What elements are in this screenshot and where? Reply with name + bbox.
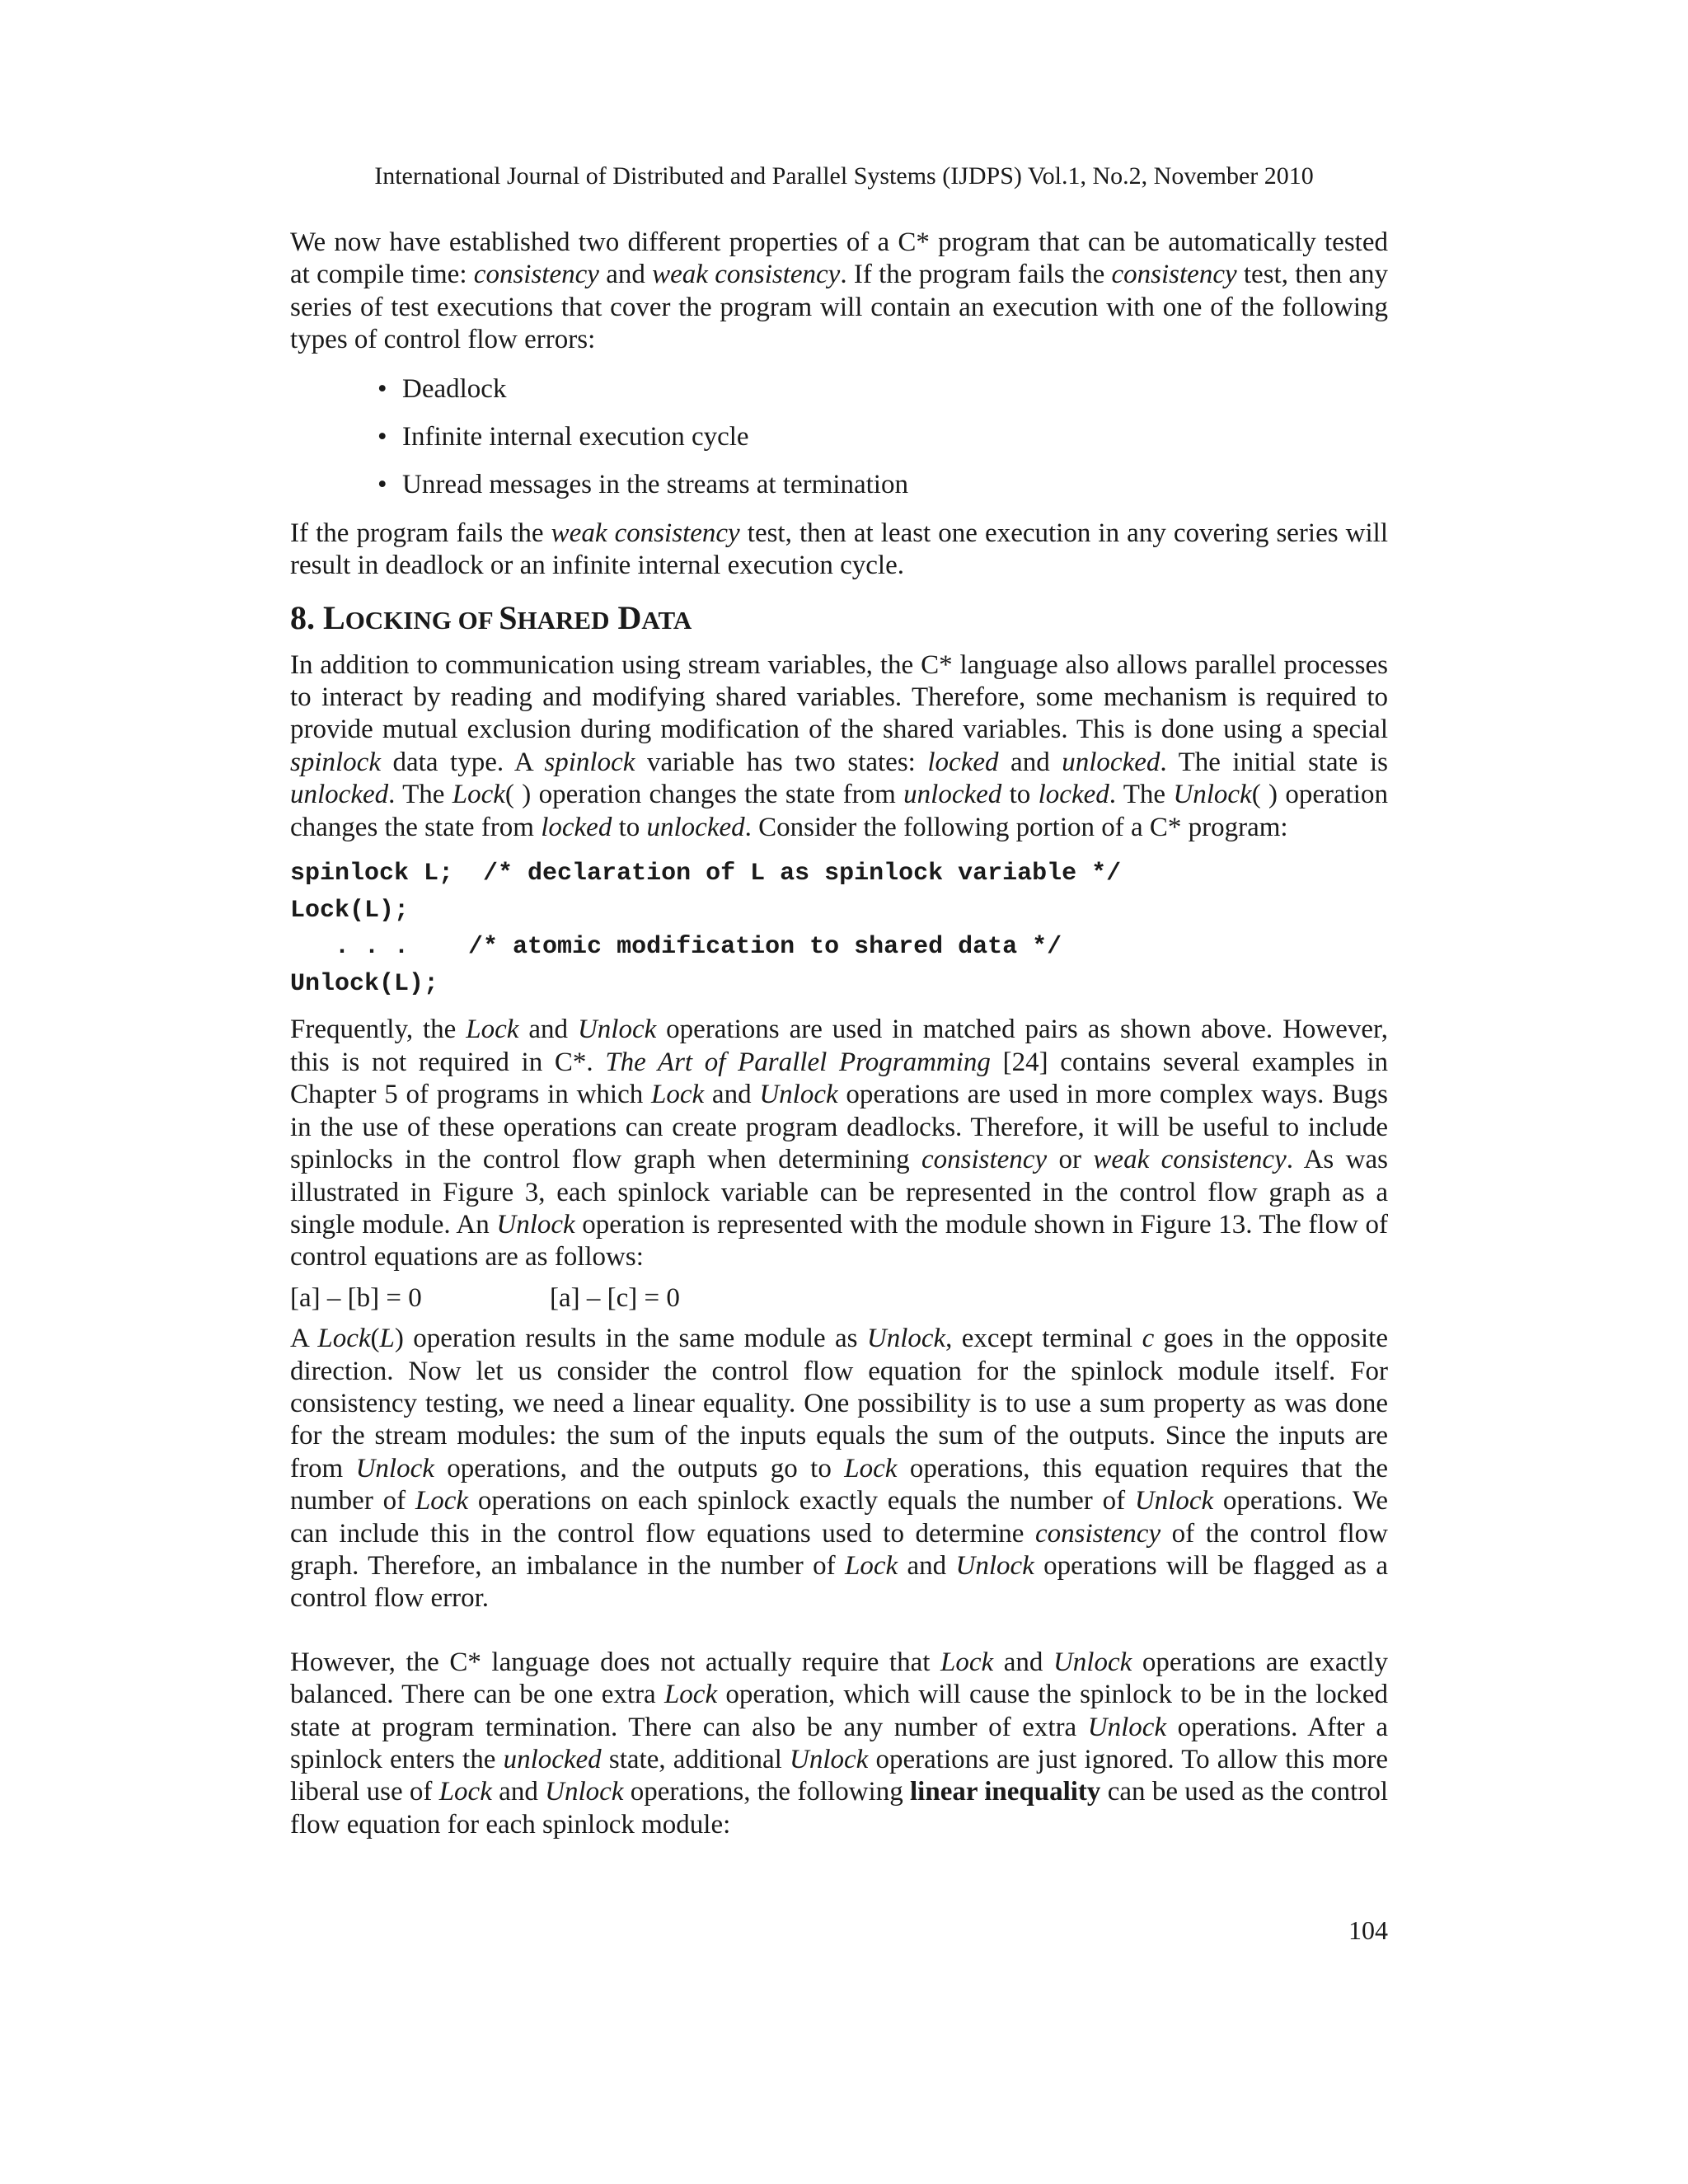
flow-equations [290, 1282, 1388, 1315]
paragraph-lock-module: A Lock(L) operation results in the same module as Unlock, except terminal c goes in the opposite direction. Now let us consider the control flow equation for the spinlock module itself. For consistency testing, we need a linear equality. One possibility is to use a sum property as was done for the stream modules: the sum of the inputs equals the sum of the outputs. Since the inputs are from Unlock operations, and the outputs go to Lock operations, this equation requires that the number of Lock operations on each spinlock exactly equals the number of Unlock operations. We can include this in the control flow equations used to determine consistency of the control flow graph. Therefore, an imbalance in the number of Lock and Unlock operations will be flagged as a control flow error. [290, 1324, 1388, 1614]
paragraph-properties: We now have established two different properties of a C* program that can be automatically tested at compile time: consistency and weak consistency. If the program fails the consistency test, then any series of test executions that cover the program will contain an execution with one of the following types of control flow errors: [290, 227, 1388, 355]
code-listing [290, 855, 1388, 1002]
running-header [0, 160, 1688, 193]
list-item: • Deadlock [377, 373, 1388, 405]
code-line: Unlock(L); [290, 969, 439, 998]
main-text-column [290, 227, 1388, 1849]
paragraph-spinlock-intro: In addition to communication using stream variables, the C* language also allows parallel processes to interact by reading and modifying shared variables. Therefore, some mechanism is required to provide mutual exclusion during modification of the shared variables. This is done using a special spinlock data type. A spinlock variable has two states: locked and unlocked. The initial state is unlocked. The Lock( ) operation changes the state from unlocked to locked. The Unlock( ) operation changes the state from locked to unlocked. Consider the following portion of a C* program: [290, 649, 1388, 842]
error-types-list [290, 373, 1388, 502]
paragraph-weak-consistency: If the program fails the weak consistency test, then at least one execution in any covering series will result in deadlock or an infinite internal execution cycle. [290, 518, 1389, 581]
code-line: . . . /* atomic modification to shared data */ [290, 933, 1062, 962]
list-item: • Infinite internal execution cycle [377, 421, 1388, 453]
list-item: • Unread messages in the streams at termination [377, 469, 1388, 501]
equation: [a] – [c] = 0 [550, 1282, 680, 1313]
journal-title: International Journal of Distributed and Parallel Systems (IJDPS) Vol.1, No.2, November 2010 [374, 162, 1314, 190]
page-number: 104 [1348, 1915, 1388, 1945]
code-line: Lock(L); [290, 896, 410, 925]
section-heading: 8. LOCKING OF SHARED DATA [290, 598, 692, 636]
paragraph-liberal-use: However, the C* language does not actually require that Lock and Unlock operations are exactly balanced. There can be one extra Lock operation, which will cause the spinlock to be in the locked state at program termination. There can also be any number of extra Unlock operations. After a spinlock enters the unlocked state, additional Unlock operations are just ignored. To allow this more liberal use of Lock and Unlock operations, the following linear inequality can be used as the control flow equation for each spinlock module: [290, 1647, 1389, 1840]
code-line: spinlock L; /* declaration of L as spinlock variable */ [290, 860, 1122, 888]
paragraph-lock-usage: Frequently, the Lock and Unlock operations are used in matched pairs as shown above. However, this is not required in C*. The Art of Parallel Programming [24] contains several examples in Chapter 5 of programs in which Lock and Unlock operations are used in more complex ways. Bugs in the use of these operations can create program deadlocks. Therefore, it will be useful to include spinlocks in the control flow graph when determining consistency or weak consistency. As was illustrated in Figure 3, each spinlock variable can be represented in the control flow graph as a single module. An Unlock operation is represented with the module shown in Figure 13. The flow of control equations are as follows: [290, 1015, 1389, 1272]
equation: [a] – [b] = 0 [290, 1282, 422, 1313]
